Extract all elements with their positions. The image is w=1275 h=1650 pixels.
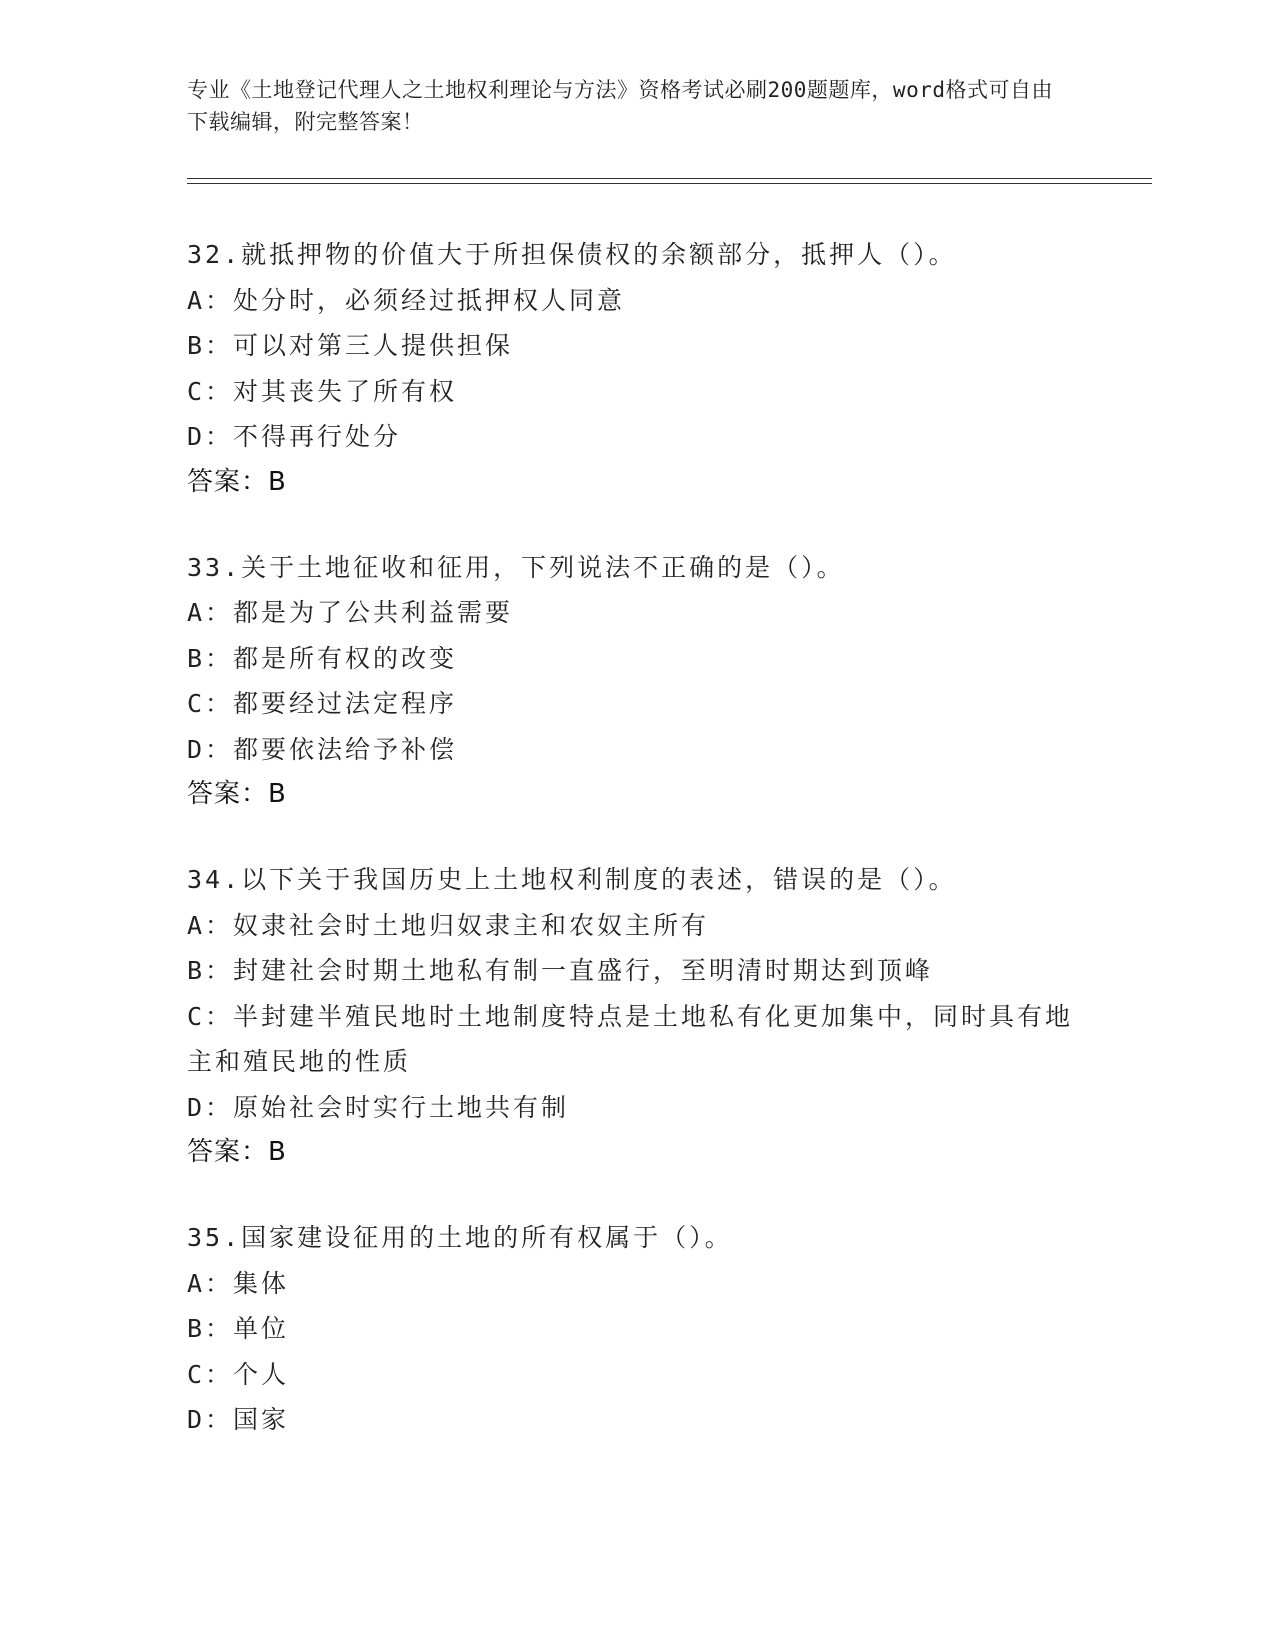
answer-line: 答案：B [187, 1137, 287, 1167]
question-list [187, 232, 1087, 1483]
question-stem: 35.国家建设征用的土地的所有权属于（）。 [187, 1223, 733, 1252]
option-a: A：集体 [187, 1268, 290, 1298]
option-b: B：单位 [187, 1314, 290, 1343]
question-33 [187, 545, 1087, 818]
option-d: D：不得再行处分 [187, 422, 402, 451]
option-a: A：处分时，必须经过抵押权人同意 [187, 285, 626, 315]
question-32 [187, 232, 1087, 505]
option-d: D：国家 [187, 1405, 290, 1434]
option-b: B：都是所有权的改变 [187, 643, 458, 673]
question-stem: 33.关于土地征收和征用，下列说法不正确的是（）。 [187, 552, 845, 582]
option-b: B：可以对第三人提供担保 [187, 331, 514, 360]
document-header: 专业《土地登记代理人之土地权利理论与方法》资格考试必刷200题题库，word格式可自由下载编辑，附完整答案！ [187, 78, 1053, 134]
option-d: D：原始社会时实行土地共有制 [187, 1092, 570, 1122]
option-a: A：都是为了公共利益需要 [187, 598, 514, 627]
question-stem: 32.就抵押物的价值大于所担保债权的余额部分，抵押人（）。 [187, 240, 957, 269]
answer-line: 答案：B [187, 779, 287, 809]
option-c: C：对其丧失了所有权 [187, 376, 458, 406]
question-34 [187, 857, 1087, 1175]
header-divider-top [187, 178, 1152, 179]
option-c: C：半封建半殖民地时土地制度特点是土地私有化更加集中，同时具有地主和殖民地的性质 [187, 1001, 1074, 1076]
option-d: D：都要依法给予补偿 [187, 734, 458, 764]
option-c: C：个人 [187, 1359, 290, 1389]
option-a: A：奴隶社会时土地归奴隶主和农奴主所有 [187, 910, 710, 940]
question-35 [187, 1215, 1087, 1443]
header-divider-bottom [187, 183, 1152, 184]
question-stem: 34.以下关于我国历史上土地权利制度的表述，错误的是（）。 [187, 865, 957, 894]
option-c: C：都要经过法定程序 [187, 689, 458, 718]
option-b: B：封建社会时期土地私有制一直盛行，至明清时期达到顶峰 [187, 956, 934, 985]
answer-line: 答案：B [187, 466, 287, 497]
